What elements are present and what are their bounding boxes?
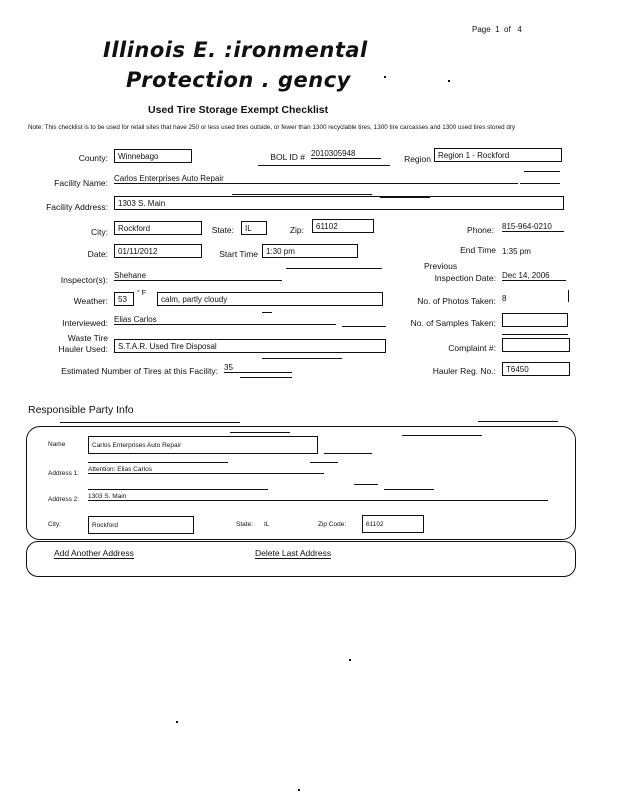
photos-field[interactable]: 8 bbox=[502, 294, 507, 303]
facility-address-label: Facility Address: bbox=[46, 202, 108, 212]
weather-desc-field[interactable]: calm, partly cloudy bbox=[157, 292, 383, 306]
date-label: Date: bbox=[87, 249, 108, 259]
agency-name-line2: Protection . gency bbox=[126, 68, 351, 92]
state-label: State: bbox=[211, 225, 234, 235]
agency-name-line1: Illinois E. :ironmental bbox=[103, 38, 368, 62]
weather-temp-field[interactable]: 53 bbox=[114, 292, 134, 306]
state-field[interactable]: IL bbox=[241, 221, 267, 235]
hauler-used-label-1: Waste Tire bbox=[67, 333, 108, 343]
delete-last-address-link[interactable]: Delete Last Address bbox=[255, 548, 332, 558]
rp-address2-label: Address 2: bbox=[48, 496, 80, 503]
hauler-reg-field[interactable]: T6450 bbox=[502, 362, 570, 376]
previous-label-1: Previous bbox=[424, 261, 458, 271]
address-actions-panel bbox=[26, 541, 576, 577]
rp-address2-field[interactable]: 1303 S. Main bbox=[88, 493, 548, 501]
rp-name-field[interactable]: Carlos Enterprises Auto Repair bbox=[88, 436, 318, 454]
zip-label: Zip: bbox=[289, 225, 304, 235]
interviewed-label: Interviewed: bbox=[62, 318, 108, 328]
rp-state-value[interactable]: IL bbox=[264, 521, 270, 528]
complaint-field[interactable] bbox=[502, 338, 570, 352]
zip-field[interactable]: 61102 bbox=[312, 219, 374, 233]
rp-city-label: City: bbox=[48, 521, 61, 528]
rp-address1-label: Address 1: bbox=[48, 470, 80, 477]
rp-address1-field[interactable]: Attention: Elias Carlos bbox=[88, 466, 324, 474]
samples-label: No. of Samples Taken: bbox=[410, 318, 496, 328]
inspectors-field[interactable]: Shehane bbox=[114, 271, 282, 281]
rp-name-label: Name bbox=[48, 441, 66, 448]
estimated-tires-field[interactable]: 35 bbox=[224, 363, 292, 373]
rp-zip-label: Zip Code: bbox=[318, 521, 347, 528]
phone-label: Phone: bbox=[467, 225, 494, 235]
inspectors-label: Inspector(s): bbox=[60, 275, 108, 285]
checklist-note: Note: This checklist is to be used for retail sites that have 250 or less used tires outside, or fewer than 1300 recyclable tires, 1300 tire carcasses and 1300 used tires stored dry bbox=[28, 124, 516, 131]
bol-id-field[interactable]: 2010305948 bbox=[311, 149, 381, 159]
facility-name-label: Facility Name: bbox=[54, 178, 108, 188]
start-time-label: Start Time bbox=[219, 249, 258, 259]
hauler-used-field[interactable]: S.T.A.R. Used Tire Disposal bbox=[114, 339, 386, 353]
weather-unit: ° F bbox=[137, 290, 147, 297]
estimated-tires-label: Estimated Number of Tires at this Facility: bbox=[61, 366, 218, 376]
rp-state-label: State: bbox=[236, 521, 253, 528]
hauler-used-label-2: Hauler Used: bbox=[58, 344, 108, 354]
add-another-address-link[interactable]: Add Another Address bbox=[54, 548, 134, 558]
county-field[interactable]: Winnebago bbox=[114, 149, 192, 163]
city-label: City: bbox=[91, 227, 108, 237]
weather-label: Weather: bbox=[73, 296, 108, 306]
facility-address-field[interactable]: 1303 S. Main bbox=[114, 196, 564, 210]
responsible-party-title: Responsible Party Info bbox=[28, 404, 134, 416]
end-time-value: 1:35 pm bbox=[502, 247, 531, 256]
photos-label: No. of Photos Taken: bbox=[417, 296, 496, 306]
interviewed-field[interactable]: Elias Carlos bbox=[114, 315, 336, 325]
phone-field[interactable]: 815-964-0210 bbox=[502, 222, 564, 232]
complaint-label: Complaint #: bbox=[448, 343, 496, 353]
hauler-reg-label: Hauler Reg. No.: bbox=[432, 366, 496, 376]
region-field[interactable]: Region 1 - Rockford bbox=[434, 148, 562, 162]
document-title: Used Tire Storage Exempt Checklist bbox=[148, 104, 329, 116]
city-field[interactable]: Rockford bbox=[114, 221, 202, 235]
bol-id-label: BOL ID # bbox=[270, 152, 305, 162]
page-number: Page 1 of 4 bbox=[472, 25, 522, 34]
end-time-label: End Time bbox=[460, 245, 496, 255]
previous-inspection-label: Inspection Date: bbox=[434, 273, 496, 283]
county-label: County: bbox=[78, 153, 108, 163]
previous-inspection-field[interactable]: Dec 14, 2006 bbox=[502, 271, 566, 281]
samples-field[interactable] bbox=[502, 313, 568, 327]
facility-name-field[interactable]: Carlos Enterprises Auto Repair bbox=[114, 174, 518, 184]
start-time-field[interactable]: 1:30 pm bbox=[262, 244, 358, 258]
rp-zip-field[interactable]: 61102 bbox=[362, 515, 424, 533]
rp-city-field[interactable]: Rockford bbox=[88, 516, 194, 534]
region-label: Region bbox=[404, 154, 431, 164]
date-field[interactable]: 01/11/2012 bbox=[114, 244, 202, 258]
